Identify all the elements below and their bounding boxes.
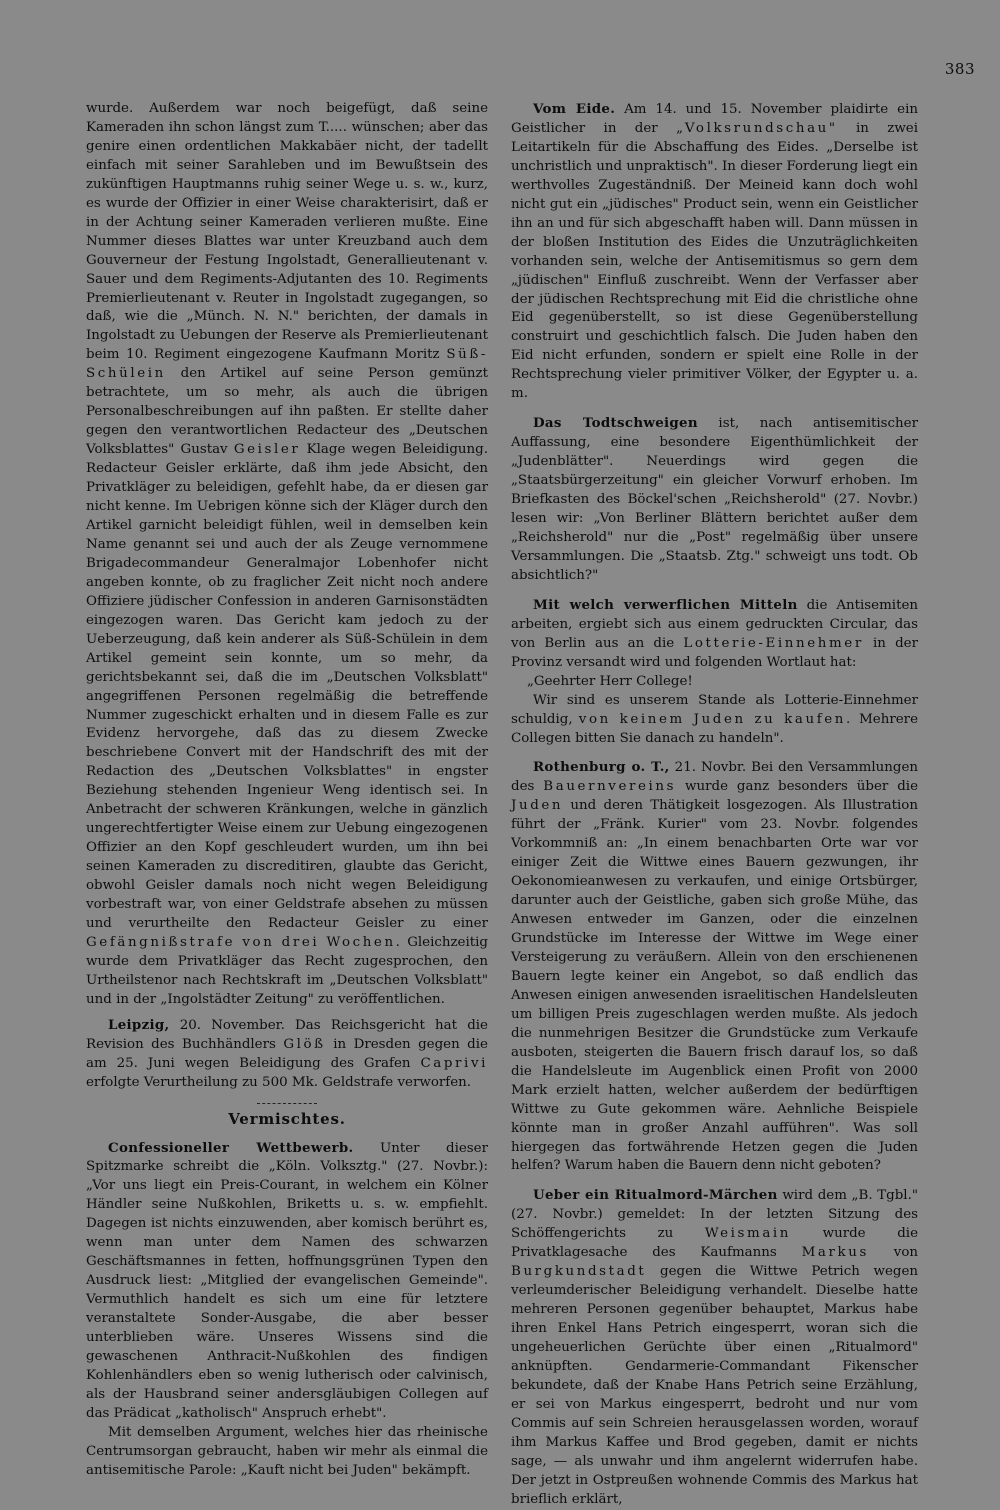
spaced-emphasis: von keinem Juden zu kaufen. xyxy=(578,711,853,727)
spaced-name: Caprivi xyxy=(420,1055,488,1071)
section-divider xyxy=(257,1103,317,1104)
article-rubric: Confessioneller Wettbewerb. xyxy=(108,1139,354,1156)
spaced-name: Weismain xyxy=(704,1226,792,1242)
article-text: in der Provinz versandt wird und folgenden Wortlaut hat: xyxy=(511,635,918,670)
article-text: Wir sind es unserem Stande als Lotterie-Einnehmer schuldig, xyxy=(511,692,918,727)
article-rubric: Das Todtschweigen xyxy=(533,415,698,432)
article-ritual-murder xyxy=(511,1186,918,1509)
article-text: 20. November. Das Reichsgericht hat die Revision des Buchhändlers xyxy=(86,1017,488,1052)
article-silence xyxy=(511,414,918,586)
article-text: wurde die Privatklagesache des Kaufmanns xyxy=(511,1226,918,1261)
article-rubric: Ueber ein Ritualmord-Märchen xyxy=(533,1187,778,1204)
article-oath xyxy=(511,100,918,404)
article-text: 21. Novbr. Bei den Versammlungen des xyxy=(511,760,918,795)
article-text: wurde. Außerdem war noch beigefügt, daß seine Kameraden ihn schon längst zum T..... wünschen; aber das genire einen ordentlichen Makkabäer nicht, der tadellt einfach mit seiner Sarahleben und im Bewußtsein des zukünftigen Hauptmanns ruhig seiner Wege u. s. w., kurz, es wurde der Offizier in einer Weise charakterisirt, daß er in der Achtung seiner Kameraden verlieren mußte. Eine Nummer dieses Blattes war unter Kreuzband auch dem Gouverneur der Festung Ingolstadt, Generallieutenant v. Sauer und dem Regiments-Adjutanten des 10. Regiments Premierlieutenant v. Reuter in Ingolstadt zugegangen, so daß, wie die „Münch. N. N." berichten, der damals in Ingolstadt zu Uebungen der Reserve als Premierlieutenant beim 10. Regiment eingezogene Kaufmann Moritz xyxy=(86,101,488,363)
section-title: Vermischtes. xyxy=(228,1109,346,1128)
article-text: Am 14. und 15. November plaidirte ein Geistlicher in der xyxy=(511,102,918,136)
article-text: ist, nach antisemitischer Auffassung, eine besondere Eigenthümlichkeit der „Judenblätter". Neuerdings wird gegen die „Staatsbürgerzeitung" ein gleicher Vorwurf erhoben. Im Briefkasten des Böckel'schen „Reichsherold" (27. Novbr.) lesen wir: „Von Berliner Blättern berichtet außer dem „Reichsherold" nur die „Post" regelmäßig über unsere Versammlungen. Die „Staatsb. Ztg." schweigt uns todt. Ob absichtlich?" xyxy=(511,416,918,583)
right-column xyxy=(511,100,918,1510)
left-column xyxy=(86,100,488,1481)
article-text: Unter dieser Spitzmarke schreibt die „Köln. Volksztg." (27. Novbr.): „Vor uns liegt ein Preis-Courant, in welchem ein Kölner Händler seine Nußkohlen, Briketts u. s. w. empfiehlt. Dagegen ist nichts einzuwenden, aber komisch berührt es, wenn man unter dem Namen des schwarzen Geschäftsmannes in fetten, hoffnungsgrünen Typen den Ausdruck liest: „Mitglied der evangelischen Gemeinde". Vermuthlich handelt es sich um eine für letztere veranstaltete Sonder-Ausgabe, die aber besser unterblieben wäre. Unseres Wissens sind die gewaschenen Anthracit-Nußkohlen des findigen Kohlenhändlers eben so wenig lutherisch oder calvinisch, als der Hausbrand seiner andersgläubigen Collegen auf das Prädicat „katholisch" Anspruch erhebt". xyxy=(86,1140,488,1421)
article-rubric: Vom Eide. xyxy=(533,101,616,117)
article-text: die Antisemiten arbeiten, ergiebt sich aus einem gedruckten Circular, das von Berlin aus an die xyxy=(511,597,919,651)
spaced-emphasis: Juden xyxy=(511,798,564,814)
article-text: und deren Thätigkeit losgezogen. Als Illustration führt der „Fränk. Kurier" vom 23. Novbr. folgendes Vorkommniß an: „In einem benachbarten Orte war vor einiger Zeit die Wittwe eines Bauern gezwungen, ihr Oekonomieanwesen zu verkaufen, und einige Ortsbürger, darunter auch der Geistliche, gaben sich große Mühe, das Anwesen entweder im Ganzen, oder die einzelnen Grundstücke im Interesse der Wittwe im Wege einer Versteigerung zu veräußern. Allein von den erschienenen Bauern legte keiner ein Angebot, so daß endlich das Anwesen einigen anwesenden israelitischen Handelsleuten um billigen Preis zugeschlagen werden mußte. Als jedoch die nunmehrigen Besitzer die Grundstücke zum Verkaufe ausboten, steigerten die Bauern frisch darauf los, so daß die Handelsleute im Augenblick einen Profit von 2000 Mark erzielt hatten, welcher außerdem der bedürftigen Wittwe zu Gute gekommen wäre. Aehnliche Beispiele könnte man in großer Anzahl aufführen". Was soll hiergegen das fortwährende Hetzen gegen die Juden helfen? Warum haben die Bauern denn nicht geboten? xyxy=(511,798,918,1174)
article-text: Gleichzeitig wurde dem Privatkläger das Recht zugesprochen, den Urtheilstenor nach Rechtskraft im „Deutschen Volksblatt" und in der „Ingolstädter Zeitung" zu veröffentlichen. xyxy=(86,934,488,1007)
article-text: wird dem „B. Tgbl." (27. Novbr.) gemeldet: In der letzten Sitzung des Schöffengerichts zu xyxy=(511,1188,918,1242)
page-number: 383 xyxy=(944,60,975,78)
article-text: den Artikel auf seine Person gemünzt betrachtete, um so mehr, als auch die übrigen Personalbeschreibungen auf ihn paßten. Er stellte daher gegen den verantwortlichen Redacteur des „Deutschen Volksblattes" Gustav xyxy=(86,366,488,458)
article-text: Klage wegen Beleidigung. Redacteur Geisler erklärte, daß ihm jede Absicht, den Privatkläger zu beleidigen, gefehlt habe, da er diesen gar nicht kenne. Im Uebrigen könne sich der Kläger durch den Artikel garnicht beleidigt fühlen, weil in demselben kein Name genannt sei und auch der als Zeuge vernommene Brigadecommandeur Generalmajor Lobenhofer nicht angeben konnte, ob zu fraglicher Zeit nicht noch andere Offiziere jüdischer Confession in anderen Garnisonstädten eingezogen waren. Das Gericht kam jedoch zu der Ueberzeugung, daß kein anderer als Süß-Schülein in dem Artikel gemeint sein konnte, um so mehr, da gerichtsbekannt sei, daß die im „Deutschen Volksblatt" angegriffenen Personen regelmäßig die betreffende Nummer zugeschickt erhalten und in diesem Falle es zur Evidenz hervorgehe, daß das zu diesem Zwecke beschriebene Convert mit der Handschrift des mit der Redaction des „Deutschen Volksblattes" in engster Beziehung stehenden Ingenieur Weng identisch sei. In Anbetracht der schweren Kränkungen, welche in gänzlich ungerechtfertigter Weise einem zur Uebung eingezogenen Offizier an den Kopf geschleudert wurden, um ihn bei seinen Kameraden zu discreditiren, glaubte das Gericht, obwohl Geisler damals noch nicht wegen Beleidigung vorbestraft war, von einer Geldstrafe absehen zu müssen und verurtheilte den Redacteur Geisler zu einer xyxy=(86,442,488,931)
circular-quote-body xyxy=(511,692,918,749)
spaced-name: Glöß xyxy=(283,1036,326,1052)
article-geisler-trial xyxy=(86,100,488,1010)
spaced-emphasis: Gefängnißstrafe von drei Wochen. xyxy=(86,934,403,950)
article-rubric: Leipzig, xyxy=(108,1016,170,1033)
article-rubric: Rothenburg o. T., xyxy=(533,759,670,776)
article-text: gegen die Wittwe Petrich wegen verleumderischer Beleidigung verhandelt. Dieselbe hatte mehreren Personen gegenüber behauptet, Markus habe ihren Enkel Hans Petrich eingesperrt, woran sich die ungeheuerlichen Gerüchte über einen „Ritualmord" anknüpften. Gendarmerie-Commandant Fikenscher bekundete, daß der Knabe Hans Petrich seine Erzählung, er sei von Markus eingesperrt, bedroht und nur vom Commis auf sein Schreien herausgelassen worden, worauf ihm Markus Kaffee und Brod gegeben, damit er nichts sage, — als unwahr und ihm angelernt widerrufen habe. Der jetzt in Ostpreußen wohnende Commis des Markus hat brieflich erklärt, xyxy=(511,1264,918,1507)
article-leipzig xyxy=(86,1016,488,1093)
article-text: in Dresden gegen die am 25. Juni wegen Beleidigung des Grafen xyxy=(86,1036,488,1071)
article-rothenburg xyxy=(511,758,918,1176)
article-reprehensible-means xyxy=(511,596,918,673)
article-text: von xyxy=(893,1245,919,1261)
article-rubric: Mit welch verwerflichen Mitteln xyxy=(533,596,798,613)
spaced-name: Burgkundstadt xyxy=(511,1264,647,1280)
spaced-name: Geisler xyxy=(233,442,301,458)
spaced-emphasis: Lotterie-Einnehmer xyxy=(683,635,864,651)
article-argument: Mit demselben Argument, welches hier das rheinische Centrumsorgan gebraucht, haben wir mehr als einmal die antisemitische Parole: „Kauft nicht bei Juden" bekämpft. xyxy=(86,1424,488,1478)
article-confessional-competition xyxy=(86,1139,488,1424)
circular-quote-salutation: „Geehrter Herr College! xyxy=(527,673,693,689)
spaced-name: Süß-Schülein xyxy=(86,347,488,382)
spaced-name: „Volksrundschau" xyxy=(676,120,838,136)
spaced-name: Markus xyxy=(801,1245,869,1261)
article-text: erfolgte Verurtheilung zu 500 Mk. Geldstrafe verworfen. xyxy=(86,1074,472,1090)
article-text: in zwei Leitartikeln für die Abschaffung des Eides. „Derselbe ist unchristlich und unpraktisch". In dieser Forderung liegt ein werthvolles Zugeständniß. Der Meineid kann doch wohl nicht gut ein „jüdisches" Product sein, wenn ein Geistlicher ihn an und für sich abgeschafft haben will. Dann müssen in der bloßen Institution des Eides die Unzuträglichkeiten vorhanden sein, welche der Antisemitismus so gern dem „jüdischen" Einfluß zuschreibt. Wenn der Verfasser aber der jüdischen Rechtsprechung mit Eid die christliche ohne Eid gegenüberstellt, so ist diese Gegenüberstellung construirt und geschichtlich falsch. Die Juden haben den Eid nicht erfunden, sondern er spielt eine Rolle in der Rechtsprechung vieler primitiver Völker, der Egypter u. a. m. xyxy=(511,120,919,402)
article-text: wurde ganz besonders über die xyxy=(685,779,918,795)
article-text: Mehrere Collegen bitten Sie danach zu handeln". xyxy=(511,711,918,746)
spaced-emphasis: Bauernvereins xyxy=(543,779,677,795)
